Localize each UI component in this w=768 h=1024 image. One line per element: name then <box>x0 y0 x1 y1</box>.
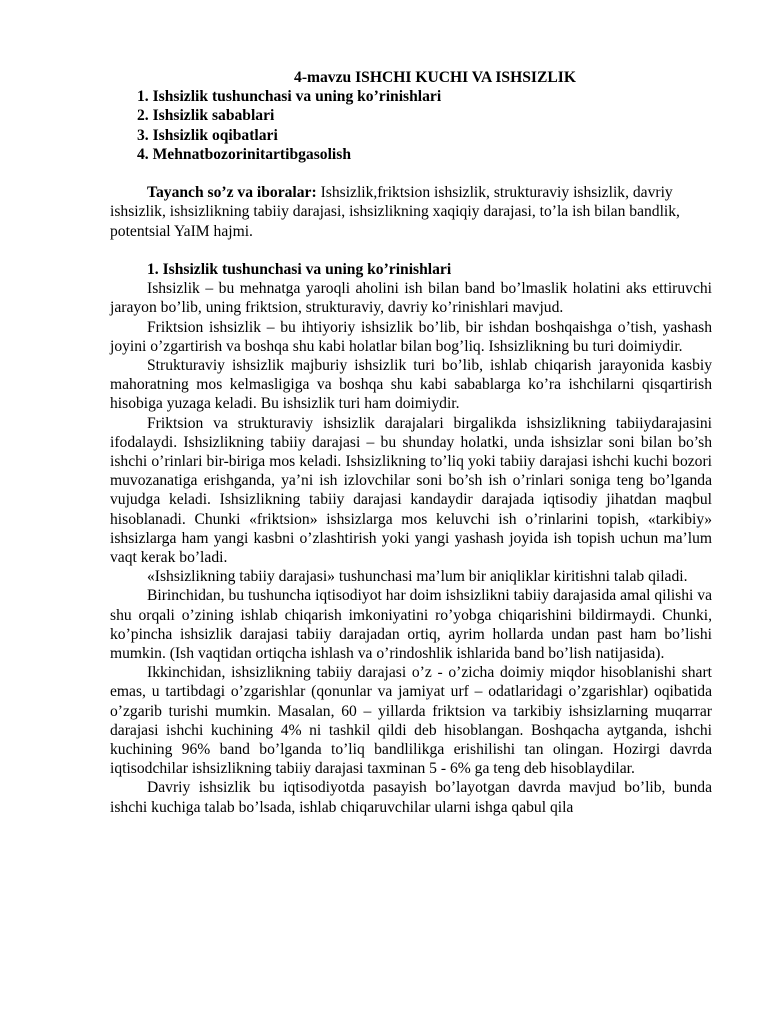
keywords-paragraph <box>110 183 712 241</box>
body-paragraph: Birinchidan, bu tushuncha iqtisodiyot har doim ishsizlikni tabiiy darajasida amal qilishi va shu orqali o’zining ishlab chiqarish imkoniyatini ro’yobga chiqarishini bildirmaydi. Chunki, ko’pincha ishsizlik darajasi tabiiy darajadan ortiq, ayrim hollarda undan past ham bo’lishi mumkin. (Ish vaqtidan ortiqcha ishlash va o’rindoshlik ishlarida band bo’lish natijasida). <box>110 587 712 663</box>
spacer <box>110 164 712 183</box>
keywords-text: Ishsizlik,friktsion ishsizlik, strukturaviy ishsizlik, davriy ishsizlik, ishsizlikning tabiiy darajasi, ishsizlikning xaqiqiy darajasi, to’la ish bilan bandlik, potentsial YaIM hajmi. <box>110 184 680 240</box>
outline-item: 2. Ishsizlik sabablari <box>137 107 275 125</box>
outline-item: 3. Ishsizlik oqibatlari <box>137 126 278 144</box>
body-paragraph: Friktsion va strukturaviy ishsizlik darajalari birgalikda ishsizlikning tabiiydarajasini ifodalaydi. Ishsizlikning tabiiy darajasi – bu shunday holatki, unda ishsizlar soni bilan bo’sh ishchi o’rinlari bir-biriga mos keladi. Ishsizlikning to’liq yoki tabiiy darajasi ishchi kuchi bozori muvozanatiga erishganda, ya’ni ish izlovchilar soni bo’sh ish o’rinlari soniga teng bo’lganda vujudga keladi. Ishsizlikning tabiiy darajasi kandaydir darajada iqtisodiy jihatdan maqbul hisoblanadi. Chunki «friktsion» ishsizlarga mos keluvchi ish o’rinlarini topish, «tarkibiy» ishsizlarga ham yangi kasbni o’zlashtirish yoki yangi yashash joyida ish topish uchun ma’lum vaqt kerak bo’ladi. <box>110 414 712 567</box>
keywords-label: Tayanch so’z va iboralar: <box>147 184 317 202</box>
body-paragraph: Friktsion ishsizlik – bu ihtiyoriy ishsizlik bo’lib, bir ishdan boshqaishga o’tish, yashash joyini o’zgartirish va boshqa shu kabi holatlar bilan bog’liq. Ishsizlikning bu turi doimiydir. <box>110 318 712 355</box>
outline-item: 4. Mehnatbozorinitartibgasolish <box>137 145 351 163</box>
outline-item: 1. Ishsizlik tushunchasi va uning ko’rinishlari <box>137 88 442 106</box>
topic-outline <box>110 87 712 164</box>
body-paragraph: «Ishsizlikning tabiiy darajasi» tushunchasi ma’lum bir aniqliklar kiritishni talab qiladi. <box>147 568 688 586</box>
body-paragraph: Ishsizlik – bu mehnatga yaroqli aholini ish bilan band bo’lmaslik holatini aks ettiruvchi jarayon bo’lib, uning friktsion, strukturaviy, davriy ko’rinishlari mavjud. <box>110 280 712 317</box>
body-paragraph: Strukturaviy ishsizlik majburiy ishsizlik turi bo’lib, ishlab chiqarish jarayonida kasbiy mahoratning mos kelmasligiga va boshqa shu kabi sabablarga ko’ra ishchilarni qisqartirish hisobiga yuzaga keladi. Bu ishsizlik turi ham doimiydir. <box>110 357 712 413</box>
body-paragraph: Ikkinchidan, ishsizlikning tabiiy darajasi o’z - o’zicha doimiy miqdor hisoblanishi shart emas, u tartibdagi o’zgarishlar (qonunlar va jamiyat urf – odatlaridagi o’zgarishlar) oqibatida o’zgarib turishi mumkin. Masalan, 60 – yillarda friktsion va tarkibiy ishsizlarning muqarrar darajasi ishchi kuchining 4% ni tashkil qildi deb hisoblangan. Boshqacha aytganda, ishchi kuchining 96% band bo’lganda to’liq bandlilikga erishilishi tan olingan. Hozirgi davrda iqtisodchilar ishsizlikning tabiiy darajasi taxminan 5 - 6% ga teng deb hisoblaydilar. <box>110 664 712 778</box>
spacer <box>110 241 712 260</box>
section-heading: 1. Ishsizlik tushunchasi va uning ko’rinishlari <box>147 261 452 278</box>
body-paragraph: Davriy ishsizlik bu iqtisodiyotda pasayish bo’layotgan davrda mavjud bo’lib, bunda ishchi kuchiga talab bo’lsada, ishlab chiqaruvchilar ularni ishga qabul qila <box>110 779 712 816</box>
document-title: 4-mavzu ISHCHI KUCHI VA ISHSIZLIK <box>294 69 576 86</box>
document-page <box>110 68 712 817</box>
